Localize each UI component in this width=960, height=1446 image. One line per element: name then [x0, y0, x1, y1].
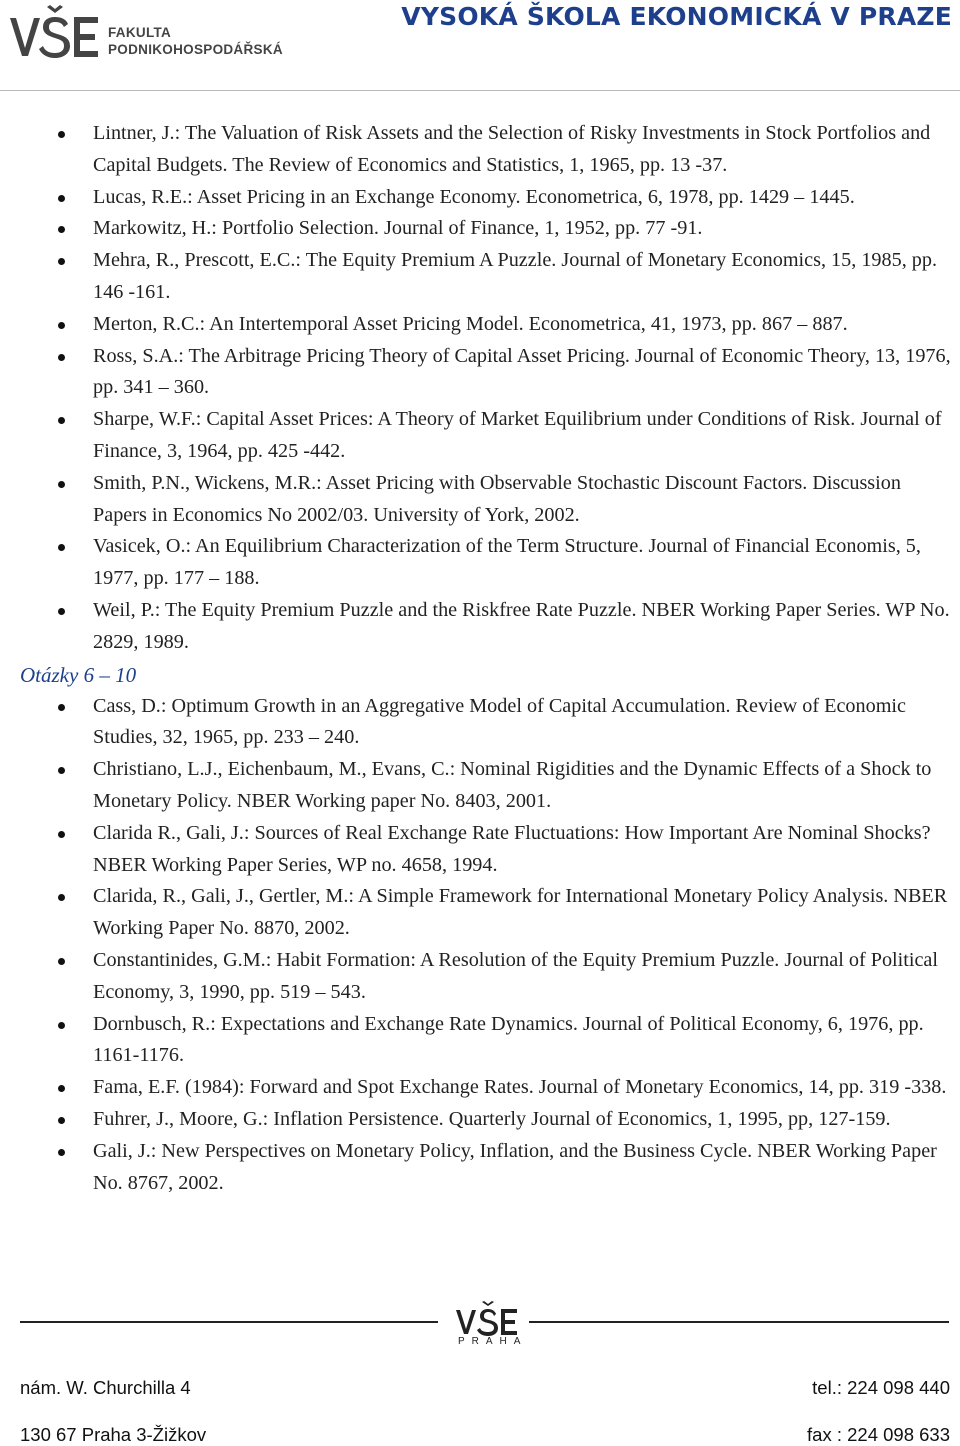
bullet-icon	[58, 608, 65, 615]
university-title: VYSOKÁ ŠKOLA EKONOMICKÁ V PRAZE	[401, 2, 952, 31]
reference-text: Lintner, J.: The Valuation of Risk Assets and the Selection of Risky Investments in Stock Portfolios and Capital Budgets. The Review of Economics and Statistics, 1, 1965, pp. 13 -37.	[93, 122, 931, 176]
reference-item	[0, 754, 960, 818]
bullet-icon	[58, 195, 65, 202]
bullet-icon	[58, 894, 65, 901]
reference-item	[0, 595, 960, 659]
reference-item	[0, 1136, 960, 1200]
reference-item	[0, 245, 960, 309]
reference-text: Clarida, R., Gali, J., Gertler, M.: A Simple Framework for International Monetary Policy Analysis. NBER Working Paper No. 8870, 2002.	[93, 885, 948, 940]
bullet-icon	[58, 417, 65, 424]
bullet-icon	[58, 131, 65, 138]
bullet-icon	[58, 322, 65, 329]
reference-list-a	[0, 118, 960, 659]
bullet-icon	[58, 1149, 65, 1156]
bullet-icon	[58, 544, 65, 551]
section-title: Otázky 6 – 10	[20, 662, 137, 687]
reference-text: Mehra, R., Prescott, E.C.: The Equity Premium A Puzzle. Journal of Monetary Economics, 15, 1985, pp. 146 -161.	[93, 249, 938, 303]
reference-item	[0, 881, 960, 945]
faculty-line-1: FAKULTA	[108, 25, 172, 40]
header-divider	[0, 90, 960, 91]
reference-text: Ross, S.A.: The Arbitrage Pricing Theory of Capital Asset Pricing. Journal of Economic Theory, 13, 1976, pp. 341 – 360.	[93, 344, 951, 399]
reference-text: Smith, P.N., Wickens, M.R.: Asset Pricing with Observable Stochastic Discount Factors. Discussion Papers in Economics No 2002/03. University of York, 2002.	[93, 471, 901, 526]
reference-item	[0, 691, 960, 755]
phone-number: tel.: 224 098 440	[812, 1377, 950, 1398]
reference-item	[0, 182, 960, 214]
bullet-icon	[58, 354, 65, 361]
footer-city: PRAHA	[458, 1336, 528, 1347]
reference-item	[0, 213, 960, 245]
bullet-icon	[58, 767, 65, 774]
reference-item	[0, 309, 960, 341]
reference-item	[0, 945, 960, 1009]
footer-divider-left	[20, 1321, 438, 1323]
reference-text: Christiano, L.J., Eichenbaum, M., Evans, C.: Nominal Rigidities and the Dynamic Effects of a Shock to Monetary Policy. NBER Working paper No. 8403, 2001.	[93, 758, 932, 812]
reference-text: Vasicek, O.: An Equilibrium Characterization of the Term Structure. Journal of Financial Economis, 5, 1977, pp. 177 – 188.	[93, 535, 921, 590]
page-header	[0, 0, 960, 92]
reference-text: Constantinides, G.M.: Habit Formation: A Resolution of the Equity Premium Puzzle. Journal of Political Economy, 3, 1990, pp. 519 – 543.	[93, 948, 939, 1003]
bullet-icon	[58, 958, 65, 965]
bullet-icon	[58, 481, 65, 488]
references-section	[0, 118, 960, 1199]
reference-text: Lucas, R.E.: Asset Pricing in an Exchange Economy. Econometrica, 6, 1978, pp. 1429 – 1445.	[93, 185, 855, 208]
reference-text: Weil, P.: The Equity Premium Puzzle and the Riskfree Rate Puzzle. NBER Working Paper Series. WP No. 2829, 1989.	[93, 598, 950, 653]
reference-text: Clarida R., Gali, J.: Sources of Real Exchange Rate Fluctuations: How Important Are Nominal Shocks? NBER Working Paper Series, WP no. 4658, 1994.	[93, 821, 931, 876]
bullet-icon	[58, 1022, 65, 1029]
bullet-icon	[58, 258, 65, 265]
reference-text: Markowitz, H.: Portfolio Selection. Journal of Finance, 1, 1952, pp. 77 -91.	[93, 217, 703, 240]
reference-text: Fama, E.F. (1984): Forward and Spot Exchange Rates. Journal of Monetary Economics, 14, pp. 319 -338.	[93, 1076, 947, 1099]
reference-item	[0, 468, 960, 532]
address-street: nám. W. Churchilla 4	[20, 1377, 191, 1398]
vse-logo-icon	[6, 4, 102, 74]
bullet-icon	[58, 1085, 65, 1092]
reference-text: Dornbusch, R.: Expectations and Exchange Rate Dynamics. Journal of Political Economy, 6, 1976, pp. 1161-1176.	[93, 1012, 924, 1067]
faculty-name	[108, 24, 283, 58]
reference-item	[0, 1072, 960, 1104]
address-city: 130 67 Praha 3-Žižkov	[20, 1424, 207, 1445]
reference-text: Fuhrer, J., Moore, G.: Inflation Persistence. Quarterly Journal of Economics, 1, 1995, pp, 127-159.	[93, 1107, 891, 1130]
reference-list-b	[0, 691, 960, 1200]
bullet-icon	[58, 226, 65, 233]
footer-divider-right	[529, 1321, 949, 1323]
reference-text: Merton, R.C.: An Intertemporal Asset Pricing Model. Econometrica, 41, 1973, pp. 867 – 887.	[93, 312, 848, 335]
reference-item	[0, 531, 960, 595]
reference-item	[0, 818, 960, 882]
faculty-line-2: PODNIKOHOSPODÁŘSKÁ	[108, 42, 283, 57]
reference-item	[0, 118, 960, 182]
reference-item	[0, 404, 960, 468]
bullet-icon	[58, 831, 65, 838]
bullet-icon	[58, 1117, 65, 1124]
bullet-icon	[58, 704, 65, 711]
reference-text: Gali, J.: New Perspectives on Monetary Policy, Inflation, and the Business Cycle. NBER Working Paper No. 8767, 2002.	[93, 1139, 937, 1194]
fax-number: fax : 224 098 633	[807, 1424, 950, 1445]
reference-item	[0, 341, 960, 405]
reference-text: Cass, D.: Optimum Growth in an Aggregative Model of Capital Accumulation. Review of Economic Studies, 32, 1965, pp. 233 – 240.	[93, 694, 906, 749]
reference-item	[0, 1104, 960, 1136]
reference-item	[0, 1009, 960, 1073]
reference-text: Sharpe, W.F.: Capital Asset Prices: A Theory of Market Equilibrium under Conditions of Risk. Journal of Finance, 3, 1964, pp. 425 -442.	[93, 408, 942, 462]
